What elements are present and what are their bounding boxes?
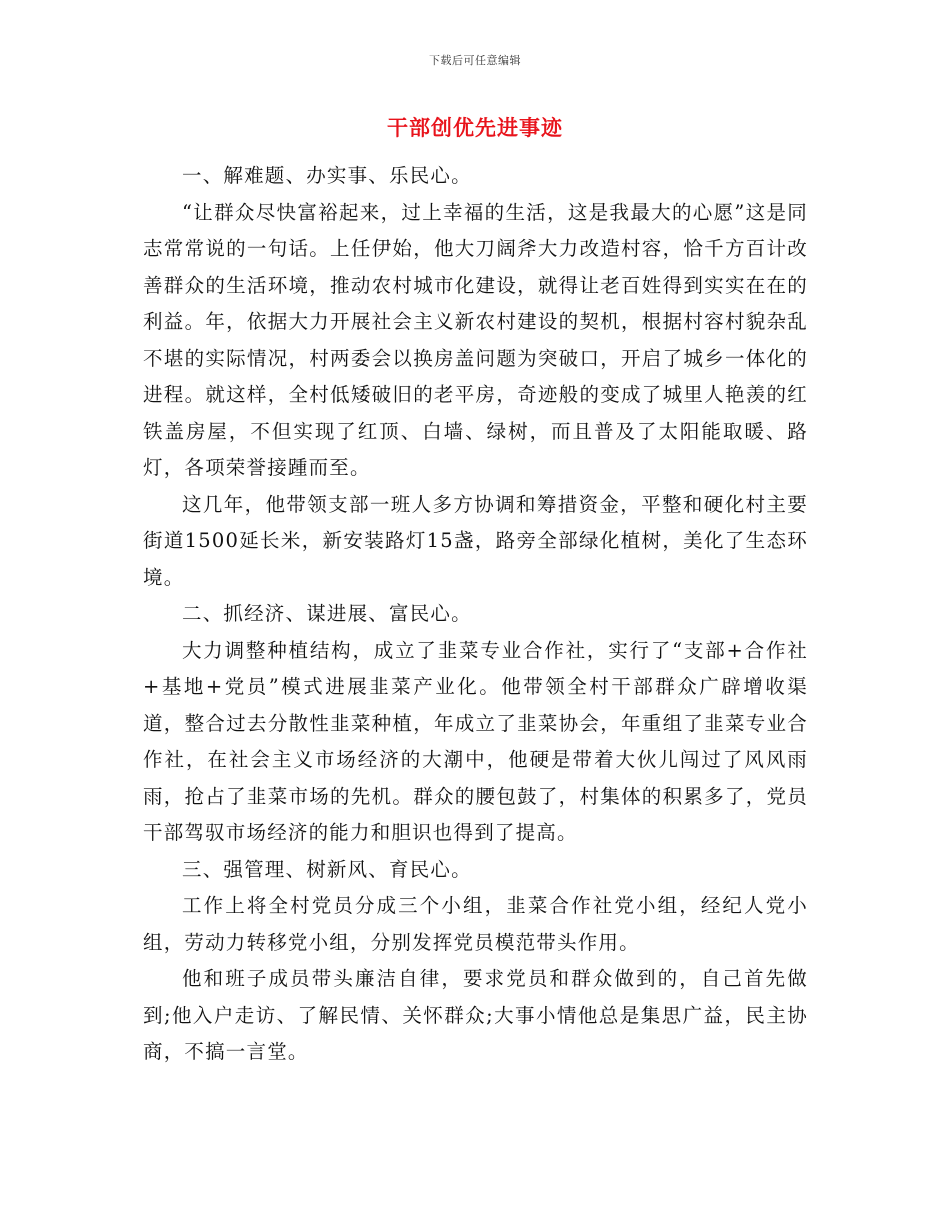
document-title: 干部创优先进事迹 (387, 116, 563, 140)
paragraph: 大力调整种植结构，成立了韭菜专业合作社，实行了“支部+合作社+基地+党员”模式进展韭菜产业化。他带领全村干部群众广辟增收渠道，整合过去分散性韭菜种植，年成立了韭菜协会，年重组了韭菜专业合作社，在社会主义市场经济的大潮中，他硬是带着大伙儿闯过了风风雨雨，抢占了韭菜市场的先机。群众的腰包鼓了，村集体的积累多了，党员干部驾驭市场经济的能力和胆识也得到了提高。 (143, 638, 808, 844)
section-heading-2: 二、抓经济、谋进展、富民心。 (182, 602, 472, 625)
document-body (143, 158, 808, 1071)
header-note: 下载后可任意编辑 (429, 54, 521, 67)
paragraph: 他和班子成员带头廉洁自律，要求党员和群众做到的，自己首先做到;他入户走访、了解民情、关怀群众;大事小情他总是集思广益，民主协商，不搞一言堂。 (143, 967, 808, 1063)
section-heading-1: 一、解难题、办实事、乐民心。 (182, 164, 472, 187)
paragraph: 工作上将全村党员分成三个小组，韭菜合作社党小组，经纪人党小组，劳动力转移党小组，分别发挥党员模范带头作用。 (143, 894, 808, 954)
section-heading-3: 三、强管理、树新风、育民心。 (182, 857, 472, 881)
paragraph: 这几年，他带领支部一班人多方协调和筹措资金，平整和硬化村主要街道1500延长米，新安装路灯15盏，路旁全部绿化植树，美化了生态环境。 (143, 492, 808, 589)
paragraph: “让群众尽快富裕起来，过上幸福的生活，这是我最大的心愿”这是同志常常说的一句话。上任伊始，他大刀阔斧大力改造村容，恰千方百计改善群众的生活环境，推动农村城市化建设，就得让老百姓得到实实在在的利益。年，依据大力开展社会主义新农村建设的契机，根据村容村貌杂乱不堪的实际情况，村两委会以换房盖问题为突破口，开启了城乡一体化的进程。就这样，全村低矮破旧的老平房，奇迹般的变成了城里人艳羡的红铁盖房屋，不但实现了红顶、白墙、绿树，而且普及了太阳能取暖、路灯，各项荣誉接踵而至。 (143, 200, 808, 479)
